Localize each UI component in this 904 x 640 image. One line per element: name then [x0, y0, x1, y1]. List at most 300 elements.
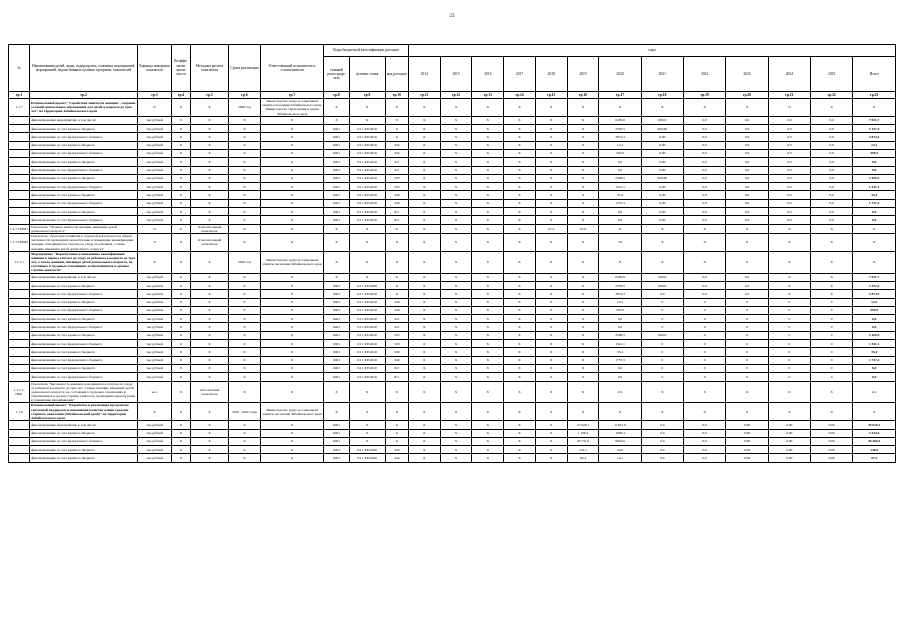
table-cell: 0,0 [853, 315, 896, 323]
table-cell: тыс.рублей [138, 421, 172, 429]
table-cell: Х [229, 381, 261, 403]
column-number: гр.18 [641, 92, 683, 99]
column-number: гр.22 [811, 92, 853, 99]
table-cell: 0,0 [684, 446, 726, 454]
table-cell: тыс.рублей [138, 437, 172, 445]
financing-row [9, 429, 896, 437]
table-cell: Х [440, 183, 472, 191]
table-cell: 0401 [324, 191, 349, 199]
table-cell: тыс.рублей [138, 323, 172, 331]
table-cell: Х [726, 99, 768, 117]
table-cell: Х [472, 149, 504, 157]
table-cell: тыс.рублей [138, 298, 172, 306]
header-years: годы [408, 45, 895, 57]
table-cell: 595,9 [853, 149, 896, 157]
table-cell: Х [324, 251, 349, 273]
table-cell: 35,4 [853, 348, 896, 356]
table-cell: Х [171, 348, 190, 356]
table-cell: финансирование за счет краевого бюджета [30, 141, 138, 149]
table-cell: Х [504, 429, 536, 437]
table-cell: 340 [385, 356, 408, 364]
table-cell: Х [567, 191, 599, 199]
table-cell: Х [472, 273, 504, 281]
table-cell: Х [171, 216, 190, 224]
table-cell: 0401 [324, 348, 349, 356]
table-cell: 3 109,5 [853, 174, 896, 182]
table-cell: 0 [768, 306, 810, 314]
table-cell [9, 116, 30, 124]
table-cell: Х [229, 149, 261, 157]
table-cell: Х [171, 446, 190, 454]
table-cell: 0,0 [768, 158, 810, 166]
table-cell: финансирование за счет федерального бюджета [30, 216, 138, 224]
table-cell: 3874,3 [599, 290, 641, 298]
table-cell: 340 [385, 199, 408, 207]
table-cell: 1.1.7-ПОМ2 [9, 233, 30, 251]
table-cell: 6430,8 [599, 273, 641, 281]
table-cell: финансирование за счет федерального бюджета [30, 199, 138, 207]
table-cell: 3 874,3 [853, 133, 896, 141]
table-cell: 97,5 [853, 454, 896, 462]
table-cell: 0 [768, 348, 810, 356]
table-cell: Х [171, 174, 190, 182]
table-cell: Региональный проект "Разработка и реализация программы системной поддержки и повышения качества жизни граждан старшего поколения (Забайкальский край)" на территории Забайкальского края [30, 403, 138, 421]
table-cell: Х [504, 290, 536, 298]
table-cell: Х [171, 116, 190, 124]
table-cell: 27 928,1 [567, 421, 599, 429]
table-cell: Х [408, 116, 440, 124]
table-cell: Х [567, 166, 599, 174]
table-cell: 0,0 [726, 191, 768, 199]
table-cell: 0 [641, 298, 683, 306]
table-cell: финансирование мероприятия, в том числе: [30, 421, 138, 429]
table-cell: Х [567, 356, 599, 364]
table-cell: Х [408, 437, 440, 445]
table-cell: Х [191, 174, 229, 182]
table-cell: 211 [599, 381, 641, 403]
table-cell: 0,0 [853, 166, 896, 174]
table-cell: Х [260, 281, 323, 289]
table-cell: Х [504, 99, 536, 117]
table-cell: Х [408, 306, 440, 314]
table-cell: 0 [811, 323, 853, 331]
table-cell: Х [599, 251, 641, 273]
column-number: гр.12 [440, 92, 472, 99]
table-cell: Х [191, 116, 229, 124]
table-cell: Х [684, 251, 726, 273]
table-cell: Х [260, 174, 323, 182]
table-cell: 0401 [324, 437, 349, 445]
table-cell: Х [408, 323, 440, 331]
table-cell [9, 158, 30, 166]
table-cell: Х [504, 133, 536, 141]
table-cell: Х [229, 356, 261, 364]
column-number: гр.8 [324, 92, 349, 99]
table-cell: Х [472, 141, 504, 149]
table-cell: Х [385, 403, 408, 421]
table-cell: Х [171, 233, 190, 251]
table-cell: Х [535, 116, 567, 124]
table-cell: 04 1 P254610 [349, 166, 385, 174]
table-cell: Х [349, 251, 385, 273]
table-cell: 0,0 [853, 208, 896, 216]
table-cell: Х [684, 403, 726, 421]
table-cell: Х [260, 323, 323, 331]
table-cell: Х [472, 356, 504, 364]
table-cell: Х [171, 199, 190, 207]
table-cell: 04 1 P254610 [349, 340, 385, 348]
table-cell: Х [472, 208, 504, 216]
table-cell: финансирование за счет краевого бюджета [30, 315, 138, 323]
table-cell: Х [567, 315, 599, 323]
table-cell: 244 [385, 306, 408, 314]
table-cell: Х [324, 403, 349, 421]
table-cell: финансирование за счет краевого бюджета [30, 446, 138, 454]
table-cell: тыс.рублей [138, 216, 172, 224]
table-cell: Х [385, 381, 408, 403]
table-cell: Х [440, 233, 472, 251]
table-cell: 0,0 [726, 281, 768, 289]
header-method: Методика расчета показателя [191, 45, 229, 92]
table-cell: Х [504, 331, 536, 339]
table-cell: 04 1 P254610 [349, 356, 385, 364]
table-cell: Х [171, 315, 190, 323]
header-grbs: главный распо-ряди-тель [324, 57, 349, 92]
table-cell: Х [768, 233, 810, 251]
table-cell: 0401 [324, 133, 349, 141]
header-no: № [9, 45, 30, 92]
table-cell: Министерство труда и социальной защиты населения Забайкальского края, Министерство образования и науки Забайкальского края [262, 99, 322, 116]
table-cell: Х [535, 364, 567, 372]
table-cell: 0401 [324, 216, 349, 224]
table-cell: Х [567, 199, 599, 207]
table-cell: тыс.рублей [138, 133, 172, 141]
table-cell: Х [408, 298, 440, 306]
table-cell: Х [440, 373, 472, 381]
table-cell: Х [440, 403, 472, 421]
table-cell: Х [567, 381, 599, 403]
table-cell: Х [229, 174, 261, 182]
page-number: 23 [449, 14, 455, 19]
table-cell: Х [138, 251, 172, 273]
table-cell: 2020 год [229, 99, 261, 117]
header-responsible: Ответственный исполнитель и соисполнители [260, 45, 323, 92]
table-cell: Х [641, 224, 683, 233]
table-cell: Х [324, 273, 349, 281]
table-cell: 0401 [324, 141, 349, 149]
table-cell: 0,00 [641, 141, 683, 149]
table-cell: 11872,0 [599, 421, 641, 429]
table-cell: 600,9 [641, 331, 683, 339]
table-cell: 0,0 [641, 454, 683, 462]
table-cell: 0 [726, 306, 768, 314]
table-cell: Х [408, 454, 440, 462]
header-term: Сроки реализации [229, 45, 261, 92]
table-cell: Х [229, 208, 261, 216]
table-cell: 244 [385, 298, 408, 306]
financing-row [9, 133, 896, 141]
table-cell: Х [171, 421, 190, 429]
table-cell: Х [504, 348, 536, 356]
table-cell: Х [260, 381, 323, 403]
column-number: гр.14 [504, 92, 536, 99]
table-cell: финансирование за счет федерального бюджета [30, 183, 138, 191]
table-cell: Х [324, 224, 349, 233]
table-cell: Х [472, 281, 504, 289]
financing-row [9, 125, 896, 133]
table-cell [9, 364, 30, 372]
table-cell: Х [440, 199, 472, 207]
table-cell: 0,0 [684, 429, 726, 437]
table-cell: 0,0 [853, 373, 896, 381]
table-cell: 0,00 [641, 166, 683, 174]
table-cell: 04 1 P254610 [349, 133, 385, 141]
table-cell: тыс.рублей [138, 446, 172, 454]
table-cell: 0,0 [768, 216, 810, 224]
table-cell: Х [440, 446, 472, 454]
table-cell: Х [408, 421, 440, 429]
table-cell: 0,0 [768, 208, 810, 216]
table-cell: Х [472, 364, 504, 372]
table-cell: тыс.рублей [138, 315, 172, 323]
table-cell: Х [171, 331, 190, 339]
table-cell: Х [260, 216, 323, 224]
table-cell: Х [440, 298, 472, 306]
table-cell: 0,0 [726, 116, 768, 124]
table-cell: 04 1 P254610 [349, 315, 385, 323]
table-cell: Х [504, 273, 536, 281]
table-cell: Х [171, 306, 190, 314]
table-cell: Относительный показатель [191, 233, 229, 251]
table-cell: Х [260, 199, 323, 207]
table-cell: тыс.рублей [138, 281, 172, 289]
table-cell: Х [171, 340, 190, 348]
table-cell: Х [260, 133, 323, 141]
table-cell: 12,2 [853, 141, 896, 149]
table-cell: 1.1.7.1 [9, 251, 30, 273]
table-cell: Х [504, 364, 536, 372]
table-cell: Х [599, 99, 641, 117]
table-cell: Х [504, 306, 536, 314]
table-cell: Х [385, 224, 408, 233]
table-cell: 1 541,1 [853, 183, 896, 191]
header-year: 2025 [811, 57, 853, 92]
table-cell: 3 109,5 [853, 331, 896, 339]
table-cell: 0 [726, 340, 768, 348]
column-number: гр.7 [260, 92, 323, 99]
table-cell [9, 348, 30, 356]
table-cell: Х [191, 251, 229, 273]
table-cell: Х [171, 373, 190, 381]
table-cell [9, 125, 30, 133]
table-cell: Х [567, 290, 599, 298]
table-cell: 0,0 [768, 166, 810, 174]
table-cell: финансирование за счет федерального бюджета [30, 290, 138, 298]
table-cell: 04 1 P254610 [349, 191, 385, 199]
table-cell: 0 [641, 323, 683, 331]
table-cell: 600,9 [641, 116, 683, 124]
table-cell: Х [472, 348, 504, 356]
table-cell: Х [408, 183, 440, 191]
table-cell: Х [504, 298, 536, 306]
table-cell: 0,0 [853, 158, 896, 166]
table-cell: Х [504, 437, 536, 445]
table-cell: 0 [811, 331, 853, 339]
table-cell: Х [229, 290, 261, 298]
table-cell: Х [472, 306, 504, 314]
table-cell: Министерство труда и социальной защиты населения Забайкальского края [260, 251, 323, 273]
table-cell: тыс.рублей [138, 158, 172, 166]
table-cell: 595,9 [599, 306, 641, 314]
table-cell: Х [440, 429, 472, 437]
table-cell: Х [567, 208, 599, 216]
table-cell: 0 [768, 331, 810, 339]
table-cell: Х [504, 216, 536, 224]
table-cell: Х [191, 183, 229, 191]
table-cell [9, 421, 30, 429]
table-cell: Х [191, 306, 229, 314]
table-cell: 0,0 [726, 199, 768, 207]
table-cell: 0,00 [726, 454, 768, 462]
table-cell: Х [472, 133, 504, 141]
table-cell: 2556,5 [599, 281, 641, 289]
financing-row [9, 141, 896, 149]
table-cell: 0,0 [684, 158, 726, 166]
header-target-article: целевая статья [349, 57, 385, 92]
table-cell: 0,00 [726, 446, 768, 454]
table-cell: Х [567, 174, 599, 182]
table-cell: Х [567, 183, 599, 191]
table-cell: Х [229, 191, 261, 199]
table-cell [9, 166, 30, 174]
table-cell: Х [504, 183, 536, 191]
table-cell: Х [567, 364, 599, 372]
table-cell [9, 454, 30, 462]
table-cell: Х [260, 158, 323, 166]
financing-row [9, 306, 896, 314]
table-cell: 0 [726, 348, 768, 356]
column-number: гр.13 [472, 92, 504, 99]
table-cell [9, 340, 30, 348]
table-cell: Х [191, 191, 229, 199]
table-cell: Х [260, 149, 323, 157]
table-cell: 2556,5 [599, 125, 641, 133]
table-cell: финансирование за счет краевого бюджета [30, 429, 138, 437]
table-cell: 0 [684, 323, 726, 331]
table-cell: Х [811, 403, 853, 421]
table-cell: Х [408, 429, 440, 437]
table-cell: 0 [768, 298, 810, 306]
table-cell: 1 196,4 [567, 429, 599, 437]
financing-row [9, 199, 896, 207]
table-cell: 0,0 [641, 290, 683, 298]
column-number: гр.17 [599, 92, 641, 99]
table-cell: Х [853, 251, 896, 273]
table-cell: Х [191, 364, 229, 372]
table-cell: Показатель "Доля приступивших к трудовой деятельности в общей численности прошедших переобучение и повышение квалификации женщин, находящихся в отпуске по уходу за ребенком, а также женщин, имеющих детей дошкольного возраста" [30, 233, 138, 251]
table-cell [9, 216, 30, 224]
table-cell: 1737,3 [599, 199, 641, 207]
table-cell: 321 [385, 158, 408, 166]
table-cell: 0401 [324, 315, 349, 323]
table-cell: Х [504, 125, 536, 133]
table-cell: тыс.рублей [138, 429, 172, 437]
table-cell: Х [768, 273, 810, 281]
table-cell: 0 [726, 356, 768, 364]
table-cell: 340 [385, 348, 408, 356]
table-cell: 0,00 [726, 421, 768, 429]
table-cell: Х [504, 233, 536, 251]
table-cell: 811 [385, 208, 408, 216]
table-cell: % [138, 233, 172, 251]
table-cell: Х [567, 116, 599, 124]
table-cell: 0 [768, 373, 810, 381]
table-cell: Х [768, 251, 810, 273]
table-cell: финансирование за счет федерального бюджета [30, 356, 138, 364]
indicator-row [9, 224, 896, 233]
table-cell: 0,0 [726, 166, 768, 174]
table-cell: 323 [385, 183, 408, 191]
table-cell: Х [535, 251, 567, 273]
table-cell: 04 1 P254610 [349, 216, 385, 224]
table-cell: 0,0 [684, 281, 726, 289]
table-cell: тыс.рублей [138, 116, 172, 124]
table-cell: Х [260, 273, 323, 281]
table-cell: Х [567, 149, 599, 157]
table-cell: 340 [385, 446, 408, 454]
table-cell: Х [260, 446, 323, 454]
table-cell: Х [853, 99, 896, 117]
table-cell: Х [408, 315, 440, 323]
table-cell: 0,0 [599, 158, 641, 166]
table-cell: Х [171, 323, 190, 331]
table-cell: 0,0 [684, 125, 726, 133]
table-cell: Х [408, 133, 440, 141]
table-cell: Х [260, 298, 323, 306]
table-cell: Х [472, 191, 504, 199]
table-cell: финансирование за счет краевого бюджета [30, 281, 138, 289]
table-cell: финансирование мероприятия, в том числе: [30, 273, 138, 281]
table-cell: 35,4 [853, 191, 896, 199]
table-cell: Х [535, 191, 567, 199]
table-cell: Х [472, 251, 504, 273]
table-cell: 0,0 [811, 216, 853, 224]
table-cell: 0401 [324, 446, 349, 454]
table-cell: Х [408, 233, 440, 251]
table-cell: 0,00 [641, 216, 683, 224]
table-cell: Х [408, 356, 440, 364]
table-cell: 0,0 [726, 216, 768, 224]
table-cell: тыс.рублей [138, 273, 172, 281]
table-cell: Х [408, 208, 440, 216]
table-cell: Х [191, 273, 229, 281]
table-cell: Х [229, 446, 261, 454]
table-cell: Х [641, 233, 683, 251]
table-cell [9, 174, 30, 182]
table-cell: 0 [684, 340, 726, 348]
table-cell: тыс.рублей [138, 149, 172, 157]
table-cell: Х [567, 331, 599, 339]
table-cell: тыс.рублей [138, 454, 172, 462]
table-cell: финансирование за счет краевого бюджета [30, 208, 138, 216]
table-cell: 0,00 [811, 429, 853, 437]
table-cell: 0,0 [768, 183, 810, 191]
table-cell: Х [171, 290, 190, 298]
table-cell: 0401 [324, 174, 349, 182]
financing-row [9, 191, 896, 199]
table-cell: 04 1 P254610 [349, 364, 385, 372]
table-cell: 0 [684, 315, 726, 323]
